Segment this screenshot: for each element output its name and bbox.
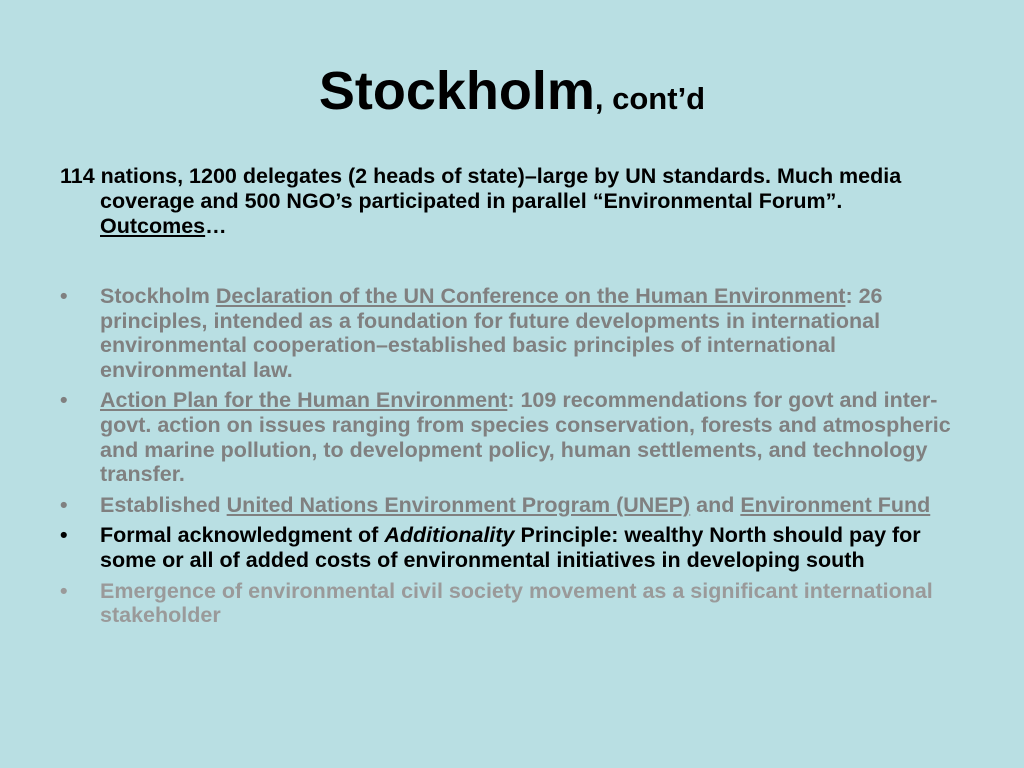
bullet-icon: • — [60, 578, 68, 603]
list-item-civil-society — [60, 579, 965, 628]
bullet-text: Emergence of environmental civil society movement as a significant international stakeholder — [100, 578, 933, 628]
bullet-icon: • — [60, 388, 68, 413]
bullet-suffix: Principle: wealthy North should pay for some or all of added costs of environmental initiatives in developing south — [100, 523, 921, 572]
bullet-suffix: : 109 recommendations for govt and inter-govt. action on issues ranging from species conservation, forests and atmospheric and marine pollution, to development policy, human settlements, and technology transfer. — [100, 388, 951, 487]
bullet-icon: • — [60, 284, 68, 308]
list-item-unep — [60, 493, 965, 518]
outcomes-link[interactable]: Outcomes — [100, 214, 206, 238]
intro-text: 114 nations, 1200 delegates (2 heads of state)–large by UN standards. Much media coverage and 500 NGO’s participated in parallel “Environmental Forum”. — [60, 164, 902, 213]
title-main: Stockholm — [318, 61, 595, 121]
bullet-suffix: : 26 principles, intended as a foundation for future developments in international environmental cooperation–established basic principles of international environmental law. — [100, 284, 883, 382]
bullet-middle: and — [690, 492, 741, 517]
bullet-prefix: Formal acknowledgment of — [100, 523, 385, 548]
unep-link[interactable]: United Nations Environment Program (UNEP) — [226, 492, 691, 517]
list-item-additionality — [60, 523, 965, 572]
declaration-link[interactable]: Declaration of the UN Conference on the Human Environment — [215, 284, 846, 308]
list-item-declaration — [60, 284, 965, 382]
bullet-icon: • — [60, 492, 68, 517]
outcomes-list — [60, 284, 965, 634]
bullet-prefix: Stockholm — [100, 284, 216, 308]
intro-paragraph — [60, 164, 960, 239]
list-item-action-plan — [60, 388, 965, 486]
slide-title — [0, 62, 1024, 121]
intro-ellipsis: … — [205, 214, 227, 238]
bullet-prefix: Established — [100, 492, 227, 517]
additionality-term: Additionality — [384, 523, 515, 548]
title-subtitle: , cont’d — [594, 81, 706, 116]
environment-fund-link[interactable]: Environment Fund — [740, 492, 931, 517]
bullet-icon: • — [60, 523, 68, 548]
action-plan-link[interactable]: Action Plan for the Human Environment — [100, 388, 508, 413]
